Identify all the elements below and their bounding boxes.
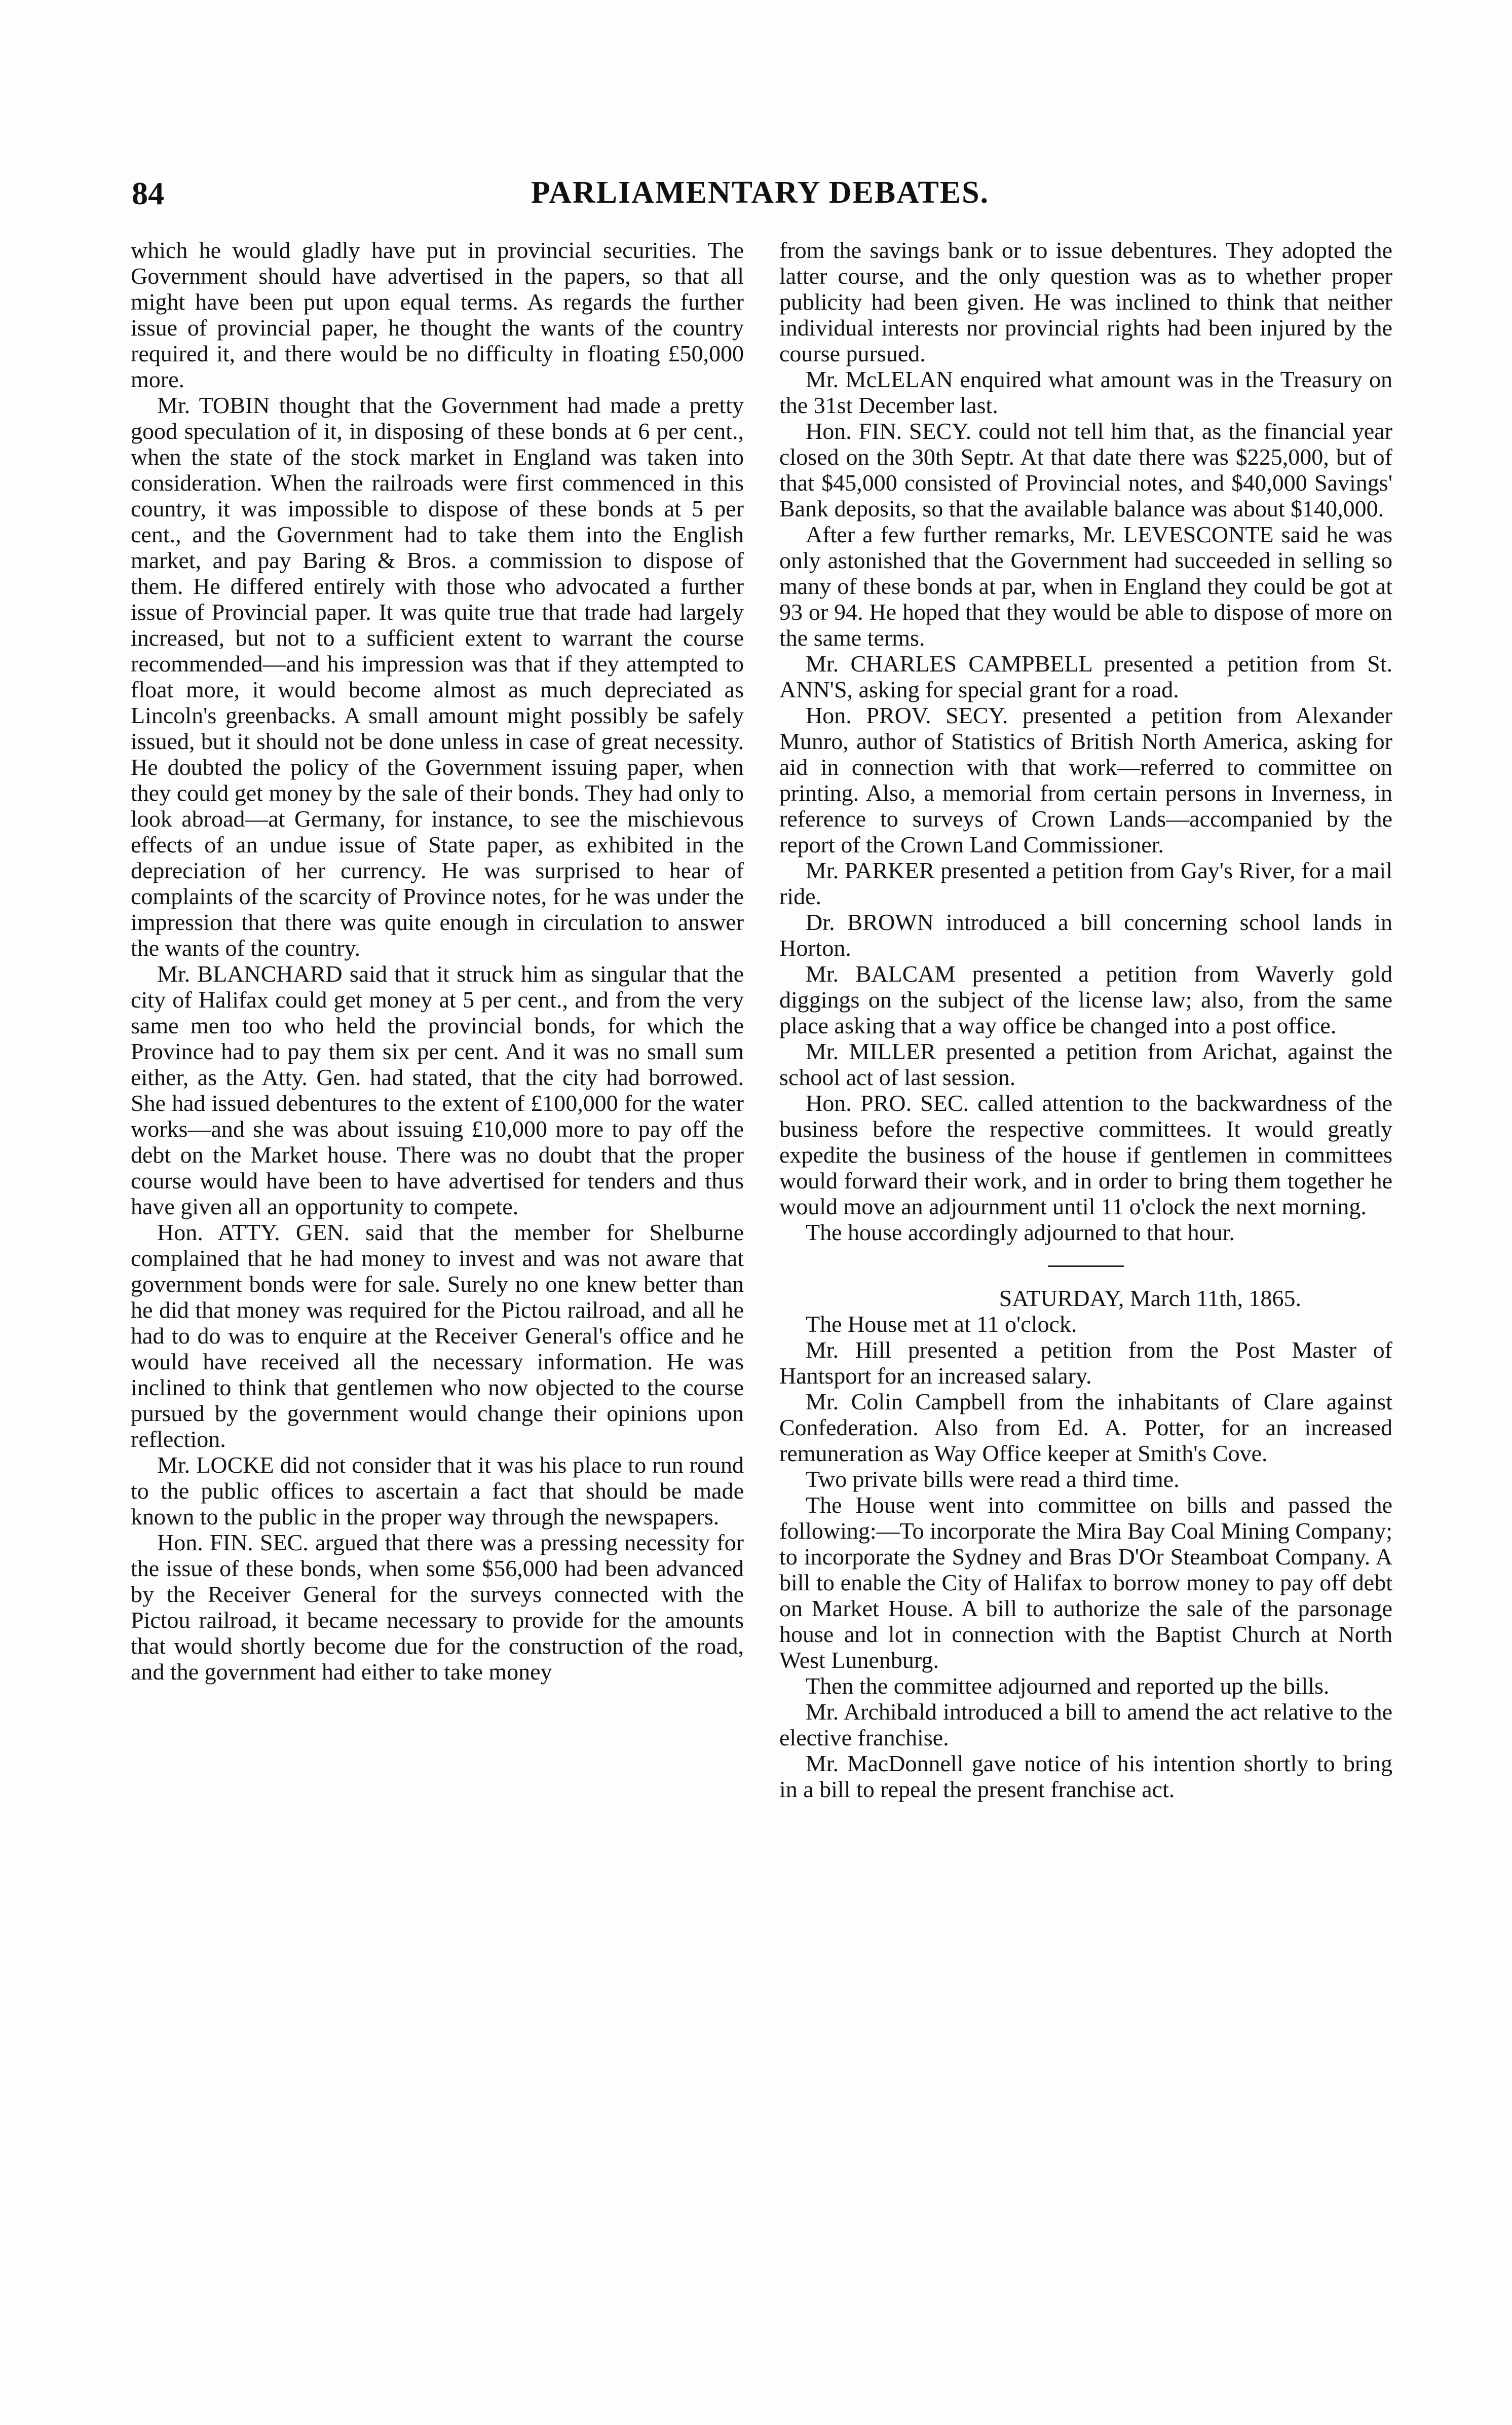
section-divider — [1048, 1265, 1124, 1267]
paragraph: The House met at 11 o'clock. — [806, 1311, 1077, 1337]
paragraph: Then the committee adjourned and reported up the bills. — [806, 1673, 1330, 1699]
right-column — [779, 237, 1392, 1802]
paragraph: Hon. FIN. SECY. could not tell him that, as the financial year closed on the 30th Septr. At that date there was $225,000, but of that $45,000 consisted of Provincial notes, and $40,000 Savings' Bank deposits, so that the available balance was about $140,000. — [779, 418, 1392, 521]
page-number: 84 — [132, 175, 164, 211]
paragraph: Mr. PARKER presented a petition from Gay's River, for a mail ride. — [779, 857, 1392, 909]
paragraph: Hon. PROV. SECY. presented a petition from Alexander Munro, author of Statistics of British North America, asking for aid in connection with that work—referred to committee on printing. Also, a memorial from certain persons in Inverness, in reference to surveys of Crown Lands—accompanied by the report of the Crown Land Commissioner. — [779, 702, 1392, 857]
paragraph: Mr. LOCKE did not consider that it was his place to run round to the public offices to ascertain a fact that should be made known to the public in the proper way through the newspapers. — [131, 1452, 744, 1529]
paragraph: Mr. McLELAN enquired what amount was in the Treasury on the 31st December last. — [779, 366, 1392, 418]
paragraph: Dr. BROWN introduced a bill concerning school lands in Horton. — [779, 909, 1392, 961]
paragraph: Mr. Colin Campbell from the inhabitants of Clare against Confederation. Also from Ed. A. Potter, for an increased remuneration as Way Office keeper at Smith's Cove. — [779, 1389, 1392, 1466]
paragraph: Hon. PRO. SEC. called attention to the backwardness of the business before the respective committees. It would greatly expedite the business of the house if gentlemen in committees would forward their work, and in order to bring them together he would move an adjournment until 11 o'clock the next morning. — [779, 1090, 1392, 1219]
paragraph: Mr. BLANCHARD said that it struck him as singular that the city of Halifax could get money at 5 per cent., and from the very same men too who held the provincial bonds, for which the Province had to pay them six per cent. And it was no small sum either, as the Atty. Gen. had stated, that the city had borrowed. She had issued debentures to the extent of £100,000 for the water works—and she was about issuing £10,000 more to pay off the debt on the Market house. There was no doubt that the proper course would have been to have advertised for tenders and thus have given all an opportunity to compete. — [131, 961, 744, 1219]
left-column — [131, 237, 744, 1685]
session-date: SATURDAY, March 11th, 1865. — [999, 1285, 1301, 1311]
paragraph: After a few further remarks, Mr. LEVESCONTE said he was only astonished that the Government had succeeded in selling so many of these bonds at par, when in England they could be got at 93 or 94. He hoped that they would be able to dispose of more on the same terms. — [779, 521, 1392, 651]
running-title: PARLIAMENTARY DEBATES. — [531, 175, 990, 210]
paragraph: which he would gladly have put in provincial securities. The Government should have advertised in the papers, so that all might have been put upon equal terms. As regards the further issue of provincial paper, he thought the wants of the country required it, and there would be no difficulty in floating £50,000 more. — [131, 237, 744, 392]
paragraph: Mr. MILLER presented a petition from Arichat, against the school act of last session. — [779, 1038, 1392, 1090]
paragraph: Two private bills were read a third time. — [806, 1466, 1180, 1492]
paragraph: Mr. CHARLES CAMPBELL presented a petition from St. ANN'S, asking for special grant for a road. — [779, 651, 1392, 702]
paragraph: Mr. Hill presented a petition from the Post Master of Hantsport for an increased salary. — [779, 1337, 1392, 1389]
paragraph: Mr. TOBIN thought that the Government had made a pretty good speculation of it, in disposing of these bonds at 6 per cent., when the state of the stock market in England was taken into consideration. When the railroads were first commenced in this country, it was impossible to dispose of these bonds at 5 per cent., and the Government had to take them into the English market, and pay Baring & Bros. a commission to dispose of them. He differed entirely with those who advocated a further issue of Provincial paper. It was quite true that trade had largely increased, but not to a sufficient extent to warrant the course recommended—and his impression was that if they attempted to float more, it would become almost as much depreciated as Lincoln's greenbacks. A small amount might possibly be safely issued, but it should not be done unless in case of great necessity. He doubted the policy of the Government issuing paper, when they could get money by the sale of their bonds. They had only to look abroad—at Germany, for instance, to see the mischievous effects of an undue issue of State paper, as exhibited in the depreciation of her currency. He was surprised to hear of complaints of the scarcity of Province notes, for he was under the impression that there was quite enough in circulation to answer the wants of the country. — [131, 392, 744, 961]
paragraph: The House went into committee on bills and passed the following:—To incorporate the Mira Bay Coal Mining Company; to incorporate the Sydney and Bras D'Or Steamboat Company. A bill to enable the City of Halifax to borrow money to pay off debt on Market House. A bill to authorize the sale of the parsonage house and lot in connection with the Baptist Church at North West Lunenburg. — [779, 1492, 1392, 1673]
paragraph: Hon. FIN. SEC. argued that there was a pressing necessity for the issue of these bonds, when some $56,000 had been advanced by the Receiver General for the surveys connected with the Pictou railroad, it became necessary to provide for the amounts that would shortly become due for the construction of the road, and the government had either to take money — [131, 1529, 744, 1685]
page-header — [132, 175, 1388, 220]
paragraph: Mr. Archibald introduced a bill to amend the act relative to the elective franchise. — [779, 1699, 1392, 1750]
paragraph: The house accordingly adjourned to that hour. — [806, 1219, 1235, 1245]
paragraph: Mr. MacDonnell gave notice of his intention shortly to bring in a bill to repeal the present franchise act. — [779, 1750, 1392, 1802]
paragraph: Mr. BALCAM presented a petition from Waverly gold diggings on the subject of the license law; also, from the same place asking that a way office be changed into a post office. — [779, 961, 1392, 1038]
paragraph: Hon. ATTY. GEN. said that the member for Shelburne complained that he had money to invest and was not aware that government bonds were for sale. Surely no one knew better than he did that money was required for the Pictou railroad, and all he had to do was to enquire at the Receiver General's office and he would have received all the necessary information. He was inclined to think that gentlemen who now objected to the course pursued by the government would change their opinions upon reflection. — [131, 1219, 744, 1452]
paragraph: from the savings bank or to issue debentures. They adopted the latter course, and the only question was as to whether proper publicity had been given. He was inclined to think that neither individual interests nor provincial rights had been injured by the course pursued. — [779, 237, 1392, 366]
